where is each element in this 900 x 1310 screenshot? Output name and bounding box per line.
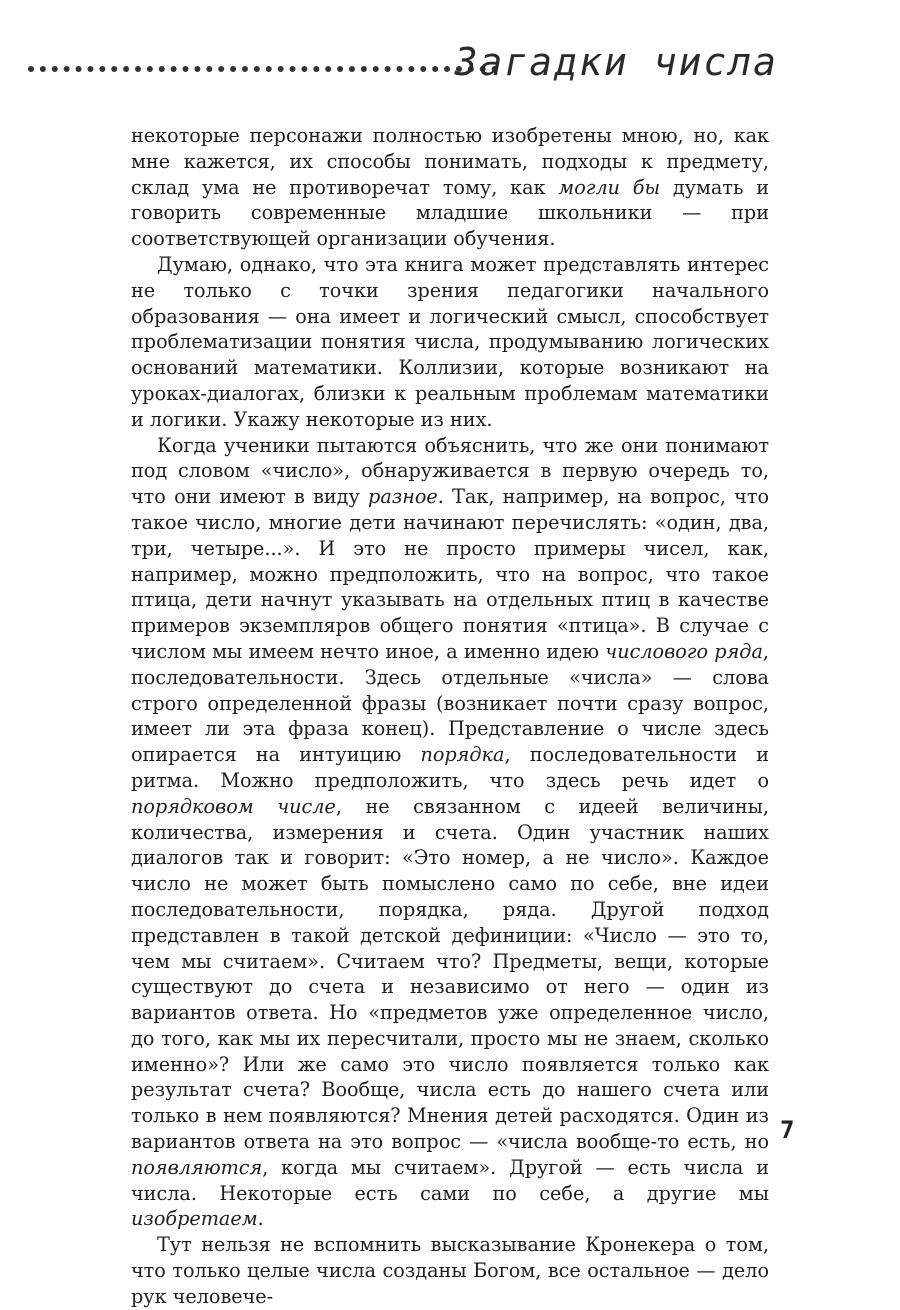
paragraph-2 <box>131 252 769 433</box>
dotted-leader <box>28 66 498 72</box>
italic-run: числового ряда <box>605 639 763 663</box>
text-run: , когда мы считаем». Другой — есть числа и числа. Некоторые есть сами по себе, а другие мы <box>131 1155 769 1205</box>
text-run: думать и говорить современные младшие школьники — при соответствующей организации обучения. <box>131 175 769 251</box>
paragraph-1 <box>131 123 769 252</box>
body-text <box>131 123 769 1310</box>
text-run: , не связанном с идеей величины, количества, измерения и счета. Один участник наших диалогов так и говорит: «Это номер, а не число». Каждое число не может быть помыслено само по себе, вне идеи последовательности, порядка, ряда. Другой подход представлен в такой детской дефиниции: «Число — это то, чем мы считаем». Считаем что? Предметы, вещи, которые существуют до счета и независимо от него — один из вариантов ответа. Но «предметов уже определенное число, до того, как мы их пересчитали, просто мы не знаем, сколько именно»? Или же само это число появляется только как результат счета? Вообще, числа есть до нашего счета или только в нем появляются? Мнения детей расходятся. Один из вариантов ответа на это вопрос — «числа вообще-то есть, но <box>131 794 769 1154</box>
running-title: Загадки числа <box>454 40 778 84</box>
italic-run: изобретаем <box>131 1207 258 1231</box>
text-run: Тут нельзя не вспомнить высказывание Кронекера о том, что только целые числа созданы Богом, все остальное — дело рук человече- <box>131 1233 769 1308</box>
page-number: 7 <box>780 1116 795 1144</box>
italic-run: появляются <box>131 1155 263 1179</box>
text-run: некоторые персонажи полностью изобретены мною, но, как мне кажется, их способы понимать, подходы к предмету, склад ума не противоречат тому, как <box>131 124 769 199</box>
text-run: Когда ученики пытаются объяснить, что же они понимают под словом «число», обнаруживается в первую очередь то, что они имеют в виду <box>131 433 769 509</box>
text-run: , последовательности и ритма. Можно предположить, что здесь речь идет о <box>131 743 769 792</box>
paragraph-3 <box>131 433 769 1233</box>
text-run: Думаю, однако, что эта книга может представлять интерес не только с точки зрения педагогики начального образования — она имеет и логический смысл, способствует проблематизации понятия числа, продумыванию логических оснований математики. Коллизии, которые возникают на уроках-диалогах, близки к реальным проблемам математики и логики. Укажу некоторые из них. <box>131 252 769 431</box>
paragraph-4 <box>131 1232 769 1309</box>
text-run: . <box>257 1207 264 1231</box>
text-run: . Так, например, на вопрос, что такое число, многие дети начинают перечислять: «один, два, три, четыре...». И это не просто примеры чисел, как, например, можно предположить, что на вопрос, что такое птица, дети начнут указывать на отдельных птиц в качестве примеров экземпляров общего понятия «птица». В случае с числом мы имеем нечто иное, а именно идею <box>131 485 769 663</box>
text-run: , последовательности. Здесь отдельные «числа» — слова строго определенной фразы (возникает почти сразу вопрос, имеет ли эта фраза конец). Представление о числе здесь опирается на интуицию <box>131 639 769 767</box>
italic-run: порядка <box>420 743 505 767</box>
running-header <box>28 40 778 94</box>
italic-run: порядковом числе <box>131 794 336 818</box>
italic-run: могли бы <box>558 175 661 199</box>
italic-run: разное <box>368 485 438 509</box>
